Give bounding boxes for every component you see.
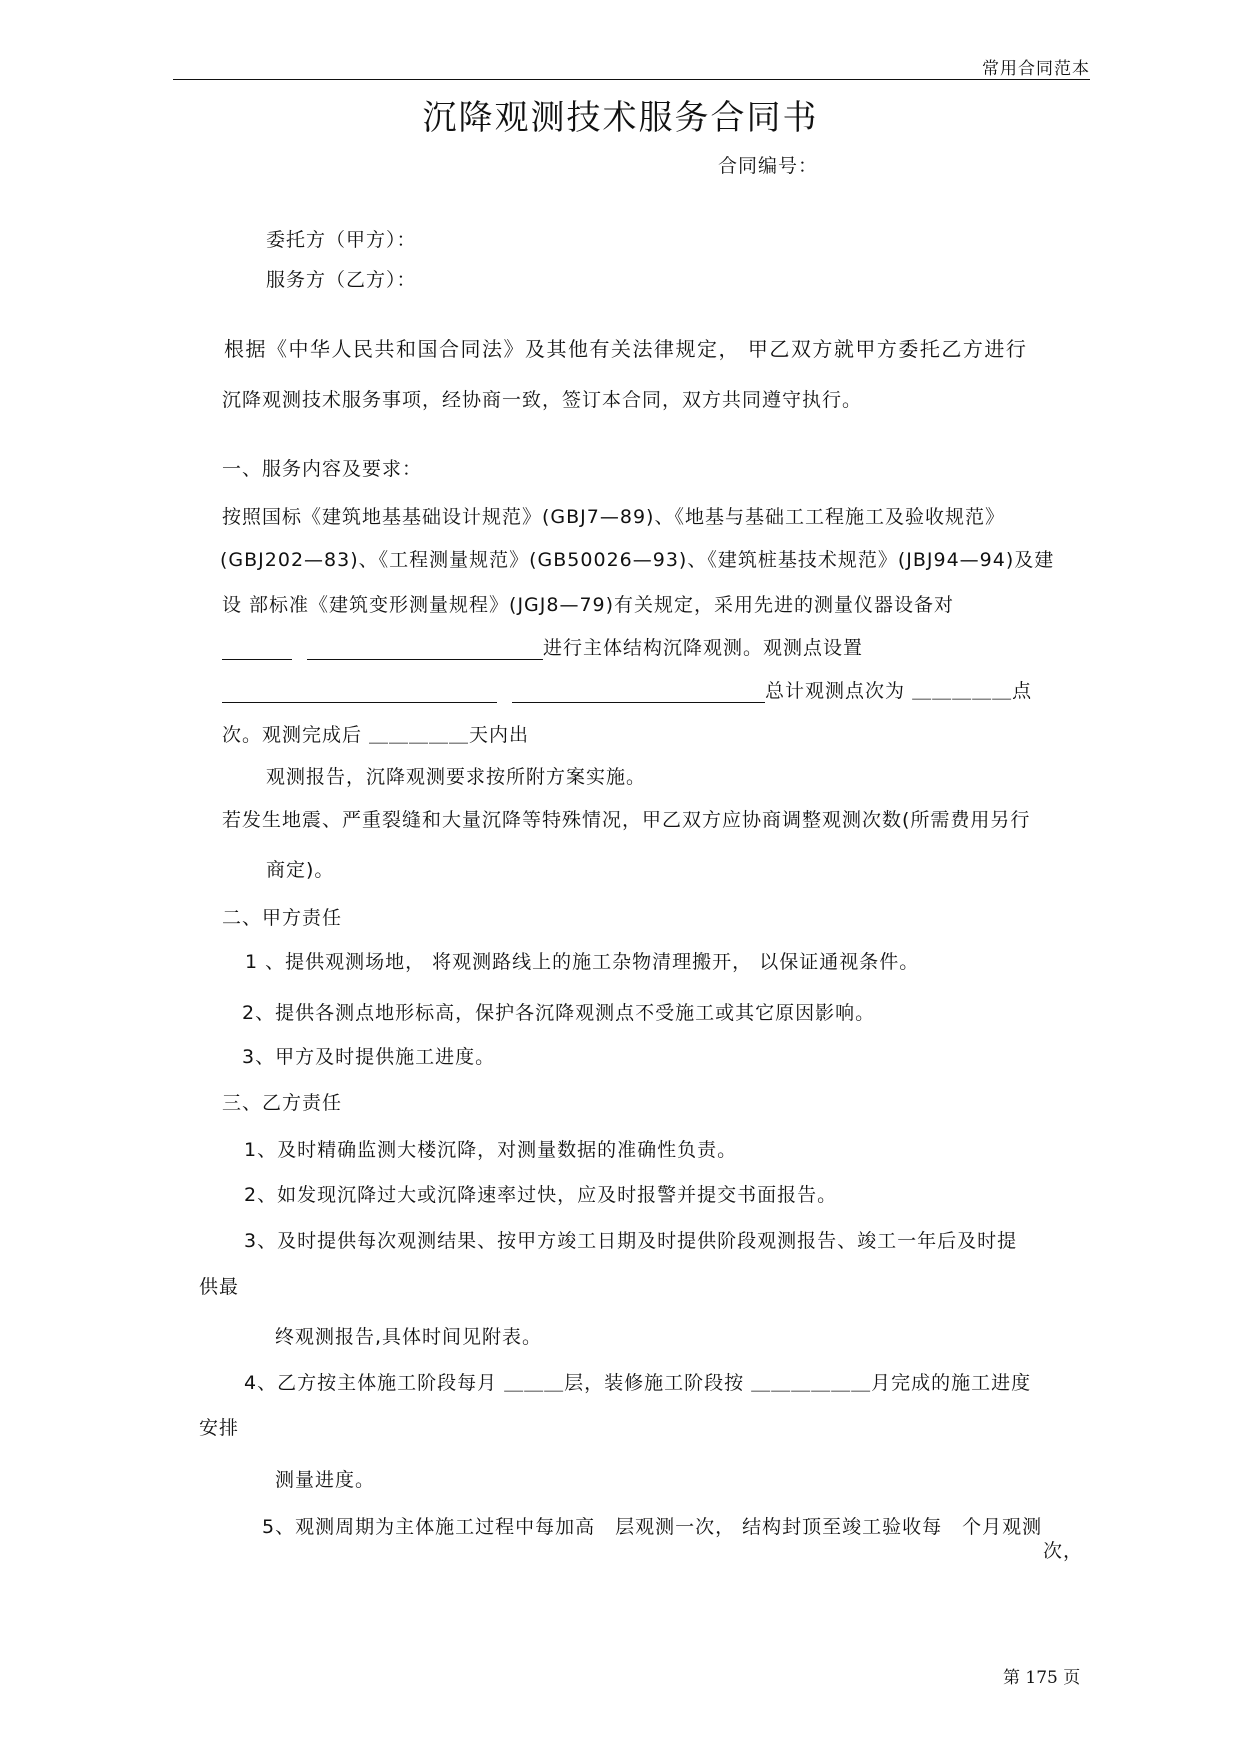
- section1-heading: 一、服务内容及要求：: [222, 458, 423, 480]
- provider-party-label: 服务方（乙方）：: [266, 269, 417, 291]
- section1-line-9: 商定)。: [266, 859, 335, 881]
- section3-item-3: 3、及时提供每次观测结果、按甲方竣工日期及时提供阶段观测报告、竣工一年后及时提: [244, 1230, 1018, 1252]
- section3-heading: 三、乙方责任: [222, 1092, 343, 1114]
- blank-field: [222, 639, 292, 660]
- section2-item-3: 3、甲方及时提供施工进度。: [242, 1046, 496, 1068]
- contract-number-label: 合同编号：: [718, 155, 819, 177]
- section2-item-2: 2、提供各测点地形标高，保护各沉降观测点不受施工或其它原因影响。: [242, 1002, 876, 1024]
- section3-item-1: 1、及时精确监测大楼沉降，对测量数据的准确性负责。: [244, 1139, 738, 1161]
- header-divider: [173, 79, 1090, 80]
- blank-field: [512, 682, 765, 703]
- section1-line-6: 次。观测完成后 ＿＿＿＿＿天内出: [222, 724, 530, 746]
- section1-line-5-text: 总计观测点次为 ＿＿＿＿＿点: [765, 680, 1033, 702]
- blank-field: [307, 639, 543, 660]
- section1-line-4-text: 进行主体结构沉降观测。观测点设置: [543, 637, 864, 659]
- section3-item-2: 2、如发现沉降过大或沉降速率过快，应及时报警并提交书面报告。: [244, 1184, 838, 1206]
- section2-item-1: 1 、提供观测场地， 将观测路线上的施工杂物清理搬开， 以保证通视条件。: [245, 951, 920, 973]
- section3-item-3-continued: 供最: [199, 1276, 240, 1298]
- section1-line-1: 按照国标《建筑地基基础设计规范》(GBJ7—89)、《地基与基础工工程施工及验收规范》: [222, 506, 1005, 528]
- blank-field: [222, 682, 497, 703]
- page-title: 沉降观测技术服务合同书: [422, 98, 819, 138]
- section1-line-2: (GBJ202—83)、《工程测量规范》(GB50026—93)、《建筑桩基技术规范》(JBJ94—94)及建: [220, 549, 1055, 571]
- client-party-label: 委托方（甲方）：: [266, 229, 417, 251]
- page-number: 第 175 页: [1003, 1668, 1081, 1688]
- section1-line-8: 若发生地震、严重裂缝和大量沉降等特殊情况，甲乙双方应协商调整观测次数(所需费用另行: [222, 809, 1031, 831]
- intro-line-2: 沉降观测技术服务事项，经协商一致，签订本合同，双方共同遵守执行。: [222, 389, 863, 411]
- section1-line-4: [222, 633, 863, 660]
- section3-item-4-continued: 安排: [199, 1417, 240, 1439]
- section1-line-5: [222, 676, 1032, 703]
- section3-item-5: 5、观测周期为主体施工过程中每加高 层观测一次， 结构封顶至竣工验收每 个月观测: [262, 1516, 1043, 1538]
- header-label: 常用合同范本: [982, 59, 1090, 79]
- section3-item-5-continued: 次，: [1042, 1540, 1083, 1562]
- section3-item-3-final: 终观测报告,具体时间见附表。: [275, 1326, 543, 1348]
- intro-line-1: 根据《中华人民共和国合同法》及其他有关法律规定， 甲乙双方就甲方委托乙方进行: [224, 337, 1028, 361]
- section2-heading: 二、甲方责任: [222, 907, 343, 929]
- section3-item-4: 4、乙方按主体施工阶段每月 ＿＿＿层，装修施工阶段按 ＿＿＿＿＿＿月完成的施工进度: [244, 1372, 1032, 1394]
- section1-line-7: 观测报告，沉降观测要求按所附方案实施。: [266, 766, 647, 788]
- section3-item-4-final: 测量进度。: [275, 1469, 376, 1491]
- section1-line-3: 设 部标准《建筑变形测量规程》(JGJ8—79)有关规定，采用先进的测量仪器设备对: [222, 594, 955, 616]
